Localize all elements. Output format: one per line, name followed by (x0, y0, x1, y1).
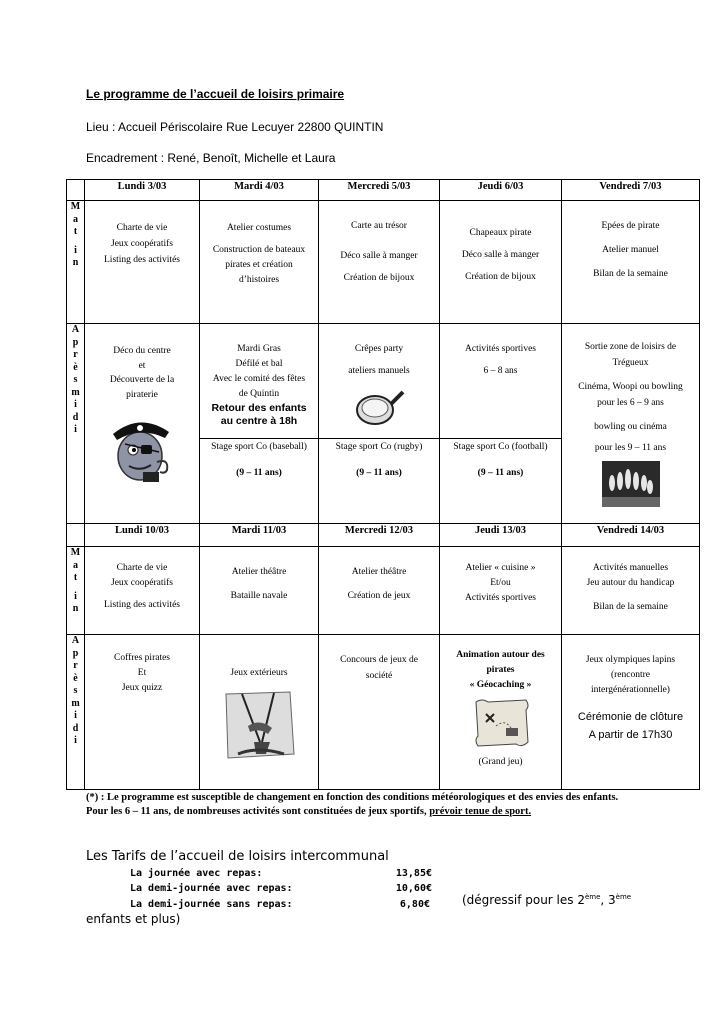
cell-w2-lundi-matin: Charte de vie Jeux coopératifs Listing des activités (85, 547, 200, 635)
cell-w1-mardi-matin: Atelier costumes Construction de bateaux pirates et création d’histoires (200, 201, 319, 324)
cell-w1-mercredi-matin: Carte au trésor Déco salle à manger Création de bijoux (319, 201, 440, 324)
page-title: Le programme de l’accueil de loisirs primaire (86, 87, 345, 101)
side-label-apres-midi: A p r è s m i d i (67, 635, 85, 790)
cell-w2-mercredi-apres: Concours de jeux de société (319, 635, 440, 790)
day-header: Mercredi 12/03 (319, 524, 440, 547)
week1-header-row (67, 180, 700, 201)
cell-w1-vendredi-matin: Epées de pirate Atelier manuel Bilan de la semaine (562, 201, 700, 324)
cell-w1-jeudi-stage: Stage sport Co (football) (9 – 11 ans) (440, 439, 562, 524)
cell-w1-mercredi-apres: Crêpes party ateliers manuels (319, 324, 440, 439)
pirate-icon (107, 412, 177, 484)
cell-w2-vendredi-matin: Activités manuelles Jeu autour du handicap Bilan de la semaine (562, 547, 700, 635)
day-header: Jeudi 13/03 (440, 524, 562, 547)
closing-ceremony-text: Cérémonie de clôture (577, 710, 684, 723)
day-header: Mercredi 5/03 (319, 180, 440, 201)
crepe-pan-icon (353, 384, 405, 428)
week1-apres-row (67, 324, 700, 439)
tarif-label: La demi-journée sans repas: (130, 899, 293, 910)
side-label-apres-midi: A p r è s m i d i (67, 324, 85, 524)
treasure-map-icon (472, 696, 530, 750)
side-label-matin: M a t i n (67, 547, 85, 635)
cell-w2-jeudi-matin: Atelier « cuisine » Et/ou Activités sportives (440, 547, 562, 635)
day-header: Vendredi 14/03 (562, 524, 700, 547)
cell-w2-lundi-apres: Coffres pirates Et Jeux quizz (85, 635, 200, 790)
week2-matin-row (67, 547, 700, 635)
tarif-label: La demi-journée avec repas: (130, 883, 293, 894)
lieu-text: Lieu : Accueil Périscolaire Rue Lecuyer 22800 QUINTIN (86, 120, 384, 134)
cell-w1-mardi-stage: Stage sport Co (baseball) (9 – 11 ans) (200, 439, 319, 524)
cell-w1-mardi-apres: Mardi Gras Défilé et bal Avec le comité des fêtes de Quintin Retour des enfants au centre à 18h (200, 324, 319, 439)
side-label-matin: M a t i n (67, 201, 85, 324)
bowling-icon (602, 461, 660, 507)
cell-w1-jeudi-apres: Activités sportives 6 – 8 ans (440, 324, 562, 439)
cell-w2-vendredi-apres: Jeux olympiques lapins (rencontre intergénérationnelle) Cérémonie de clôture A partir de 17h30 (562, 635, 700, 790)
tarif-price: 10,60€ (395, 883, 432, 894)
week2-header-row (67, 524, 700, 547)
day-header: Vendredi 7/03 (562, 180, 700, 201)
day-header: Lundi 10/03 (85, 524, 200, 547)
degressif-note: (dégressif pour les 2ème, 3ème (462, 893, 632, 907)
tarif-price: 6,80€ (399, 899, 430, 910)
note-sport: Pour les 6 – 11 ans, de nombreuses activités sont constituées de jeux sportifs, prévoir tenue de sport. (86, 805, 532, 817)
week1-matin-row (67, 201, 700, 324)
day-header: Lundi 3/03 (85, 180, 200, 201)
week2-apres-row (67, 635, 700, 790)
cell-w1-lundi-matin: Charte de vie Jeux coopératifs Listing des activités (85, 201, 200, 324)
retour-text: Retour des enfants (211, 401, 307, 414)
cell-w1-vendredi-apres: Sortie zone de loisirs de Trégueux Cinéma, Woopi ou bowling pour les 6 – 9 ans bowling ou cinéma pour les 9 – 11 ans (562, 324, 700, 524)
rope-swing-icon (220, 684, 298, 762)
notes (86, 791, 646, 818)
day-header: Mardi 11/03 (200, 524, 319, 547)
tarif-label: La journée avec repas: (130, 868, 263, 879)
programme-table (66, 179, 700, 790)
cell-w1-mercredi-stage: Stage sport Co (rugby) (9 – 11 ans) (319, 439, 440, 524)
cell-w2-mardi-apres: Jeux extérieurs (200, 635, 319, 790)
day-header: Mardi 4/03 (200, 180, 319, 201)
tarif-price: 13,85€ (395, 868, 432, 879)
degressif-note-end: enfants et plus) (86, 912, 181, 926)
encadrement-text: Encadrement : René, Benoît, Michelle et Laura (86, 151, 336, 165)
cell-w2-jeudi-apres: Animation autour des pirates « Géocaching » (Grand jeu) (440, 635, 562, 790)
cell-w1-lundi-apres: Déco du centre et Découverte de la piraterie (85, 324, 200, 524)
note-programme: (*) : Le programme est susceptible de changement en fonction des conditions météorologiques et des envies des enfants. (86, 792, 619, 803)
cell-w1-jeudi-matin: Chapeaux pirate Déco salle à manger Création de bijoux (440, 201, 562, 324)
day-header: Jeudi 6/03 (440, 180, 562, 201)
cell-w2-mardi-matin: Atelier théâtre Bataille navale (200, 547, 319, 635)
tarifs-title: Les Tarifs de l’accueil de loisirs intercommunal (86, 849, 389, 864)
cell-w2-mercredi-matin: Atelier théâtre Création de jeux (319, 547, 440, 635)
